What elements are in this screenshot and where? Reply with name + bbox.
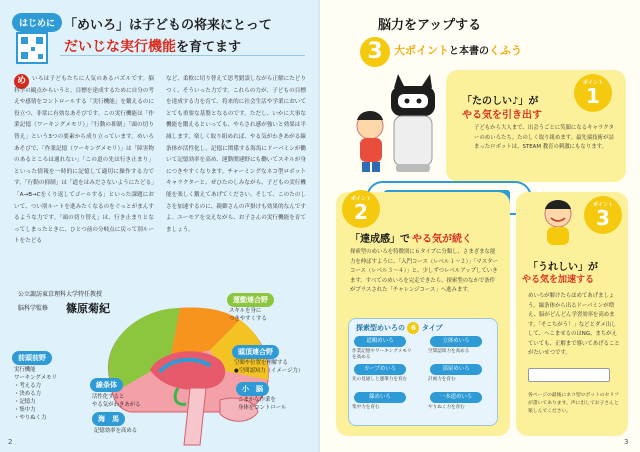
page-title-line2: だいじな実行機能を育てます [64,39,242,55]
memo-box [528,368,610,382]
point1-heading-b: やる気を引き出す [462,110,542,121]
body-column-2: など、柔軟に切り替えて思考錯誤しながら正解にたどりつく、そういった力です。これらの力が、子どもの目標を達成する力を育て、将来的に社会生活や学業においてとても重要な基盤となるのです。ただし、いかに大事な機能を鍛えるといっても、やらされ感が強いと効果は半減します。楽しく取り組めれば、やる気がわきあがる線条体が活性化し、記憶に関係する海馬にドーパミンが働いて記憶効率を高め、運動関連野にも働いてスキルが身につきやすくなります。チャーミングなネコ型ロボットキャラクターと、ぜひたのしみながら、子どもの実行機能を楽しく鍛えてあげてください。そして、このたのしさを加速するのに、親御さんの声掛けも効果的なんですよ。ユーモアを交えながら、お子さんの実行機能を育てましょう。 [166,76,306,233]
memo-text: 各ページの最後にネコ型ロボットのセリフが書いてあります。声に出してお子さんと楽しんでください。 [528,393,620,414]
right-title-line1: 脳力をアップする [378,18,482,33]
motor-area-desc: スキルを身に つきやすくする [229,308,267,322]
point3-badge: ポイント 3 [584,196,622,234]
maze-type-1: 立体めいろ [430,336,482,347]
point3-heading-a: 「うれしい」が [528,262,598,273]
drop-cap: め [14,74,29,89]
maze-type-2: カーブめいろ [354,364,406,375]
maze-type-5-desc: やりぬく力を育む [428,405,465,410]
cerebellum-desc: こまかな作業を 身体をコントロール [238,397,287,411]
robot-cat-illustration [346,68,446,180]
qr-code-icon [16,32,48,64]
publisher-affiliation: 公立諏訪東京理科大学特任教授 [18,291,103,298]
body-column-1: いろは子どもたちに人気のあるパズルです。脳科学の観点からいうと、目標を達成するために自分の考えや感情をコントロールする「実行機能」を鍛えるのに役立つ、非常に有効なあそびです。この実行機能は「作業記憶（ワーキングメモリ）」「行動の抑制」「頭の切り替え」という3つの要素から成り立っています。めいろあそびで、「作業記憶（ワーキングメモリ）」は「障害物のあるところは通れない」「この道の先は行き止まり」といった情報を一時的に記憶して適切に操作する力です。「行動の抑制」は「道をはみださないようにたどる」「A→B→Cをくり返してゴールする」といった課題において、つい別ルートを進みたくなるのをぐっとがまんするような力です。「頭の切り替え」は、行き止まりとなってしまったときに、ひとつ前の分岐点に戻って別ルートをたどる [14,76,154,245]
striatum-desc: 活性化すると やる気がわきあがる [92,394,141,408]
hippocampus-label: 海 馬 [92,412,125,426]
maze-type-2-desc: 先の見通しと運筆力を育む [352,377,408,382]
title-divider [60,55,305,56]
page-number-right: 3 [624,438,629,446]
point1-heading-a: 「たのしい♪」が [462,96,539,107]
maze-type-1-desc: 空間認知力を高める [428,349,470,354]
maze-type-4-desc: 集中力を育む [352,405,380,410]
maze-type-3: 部屋めいろ [430,364,482,375]
point1-badge: ポイント 1 [574,74,612,112]
maze-types-title: 探索型めいろの 6 タイプ [356,324,443,332]
supervisor-name: 篠原菊紀 [66,302,110,315]
motor-area-label: 運動連合野 [227,293,274,307]
page-number-left: 2 [8,438,13,446]
point2-heading-b: やる気が続く [412,234,472,245]
right-title-line2: 大ポイントと本書のくふう [394,44,522,57]
striatum-label: 線条体 [90,378,123,392]
maze-type-3-desc: 計画力を育む [428,377,456,382]
point3-heading-b: やる気を加速する [522,275,595,285]
intro-tag: はじめに [12,13,62,32]
parietal-desc: 空間や位置を理解する ●空間認知力（イメージ力） [234,360,304,374]
cerebellum-label: 小 脳 [236,382,269,396]
point2-badge: ポイント 2 [342,190,380,228]
big-three-badge: 3 [360,37,390,67]
point1-text: 子どもから大人まで、出会うごとに笑顔になるキャラクターのめいろたち。たのしく取り組めます。最先端技術が詰まったロボットは、STEAM 教育の刺激にもなります。 [474,125,614,150]
maze-type-0-desc: 作業記憶やワーキングメモリを高める [352,349,412,361]
page-title-line1: 「めいろ」は子どもの将来にとって [64,18,272,33]
happy-child-illustration [536,196,580,250]
point2-text: 探索型のめいろを特徴別に６タイプに分類し、さまざまな能力を伸ばすように、「入門コース（レベル１〜２）」「マスターコース（レベル３〜４）」と、少しずつレベルアップしていきます。すべてのめいろを完走できたら、探索型のなかで条件がプラスされた「チャレンジコース」へ進みます。 [350,249,498,293]
point3-text: めいろが解けたらほめてあげましょう。線条体から出るドーパミンが増え、脳がどんどん学習効率を高めます。「そこちがう！」などとダメ出しして、へこませるのはNG。まちがえていても、正解まで導いてあげることがたいせつです。 [528,293,620,356]
point2-heading-a: 「達成感」で [350,234,410,245]
maze-type-0: 道順めいろ [354,336,406,347]
hippocampus-desc: 記憶効率を高める [94,428,138,434]
prefrontal-label: 前頭前野 [12,351,52,365]
supervisor-label: 脳科学監修 [18,305,49,312]
maze-type-5: 一本道めいろ [430,392,482,403]
parietal-label: 頭頂連合野 [232,345,279,359]
prefrontal-desc: 実行機能 ワーキングメモリ ・考える力 ・決める力 ・記憶力 ・集中力 ・やりぬく力 [14,367,57,421]
maze-type-4: 線めいろ [354,392,406,403]
